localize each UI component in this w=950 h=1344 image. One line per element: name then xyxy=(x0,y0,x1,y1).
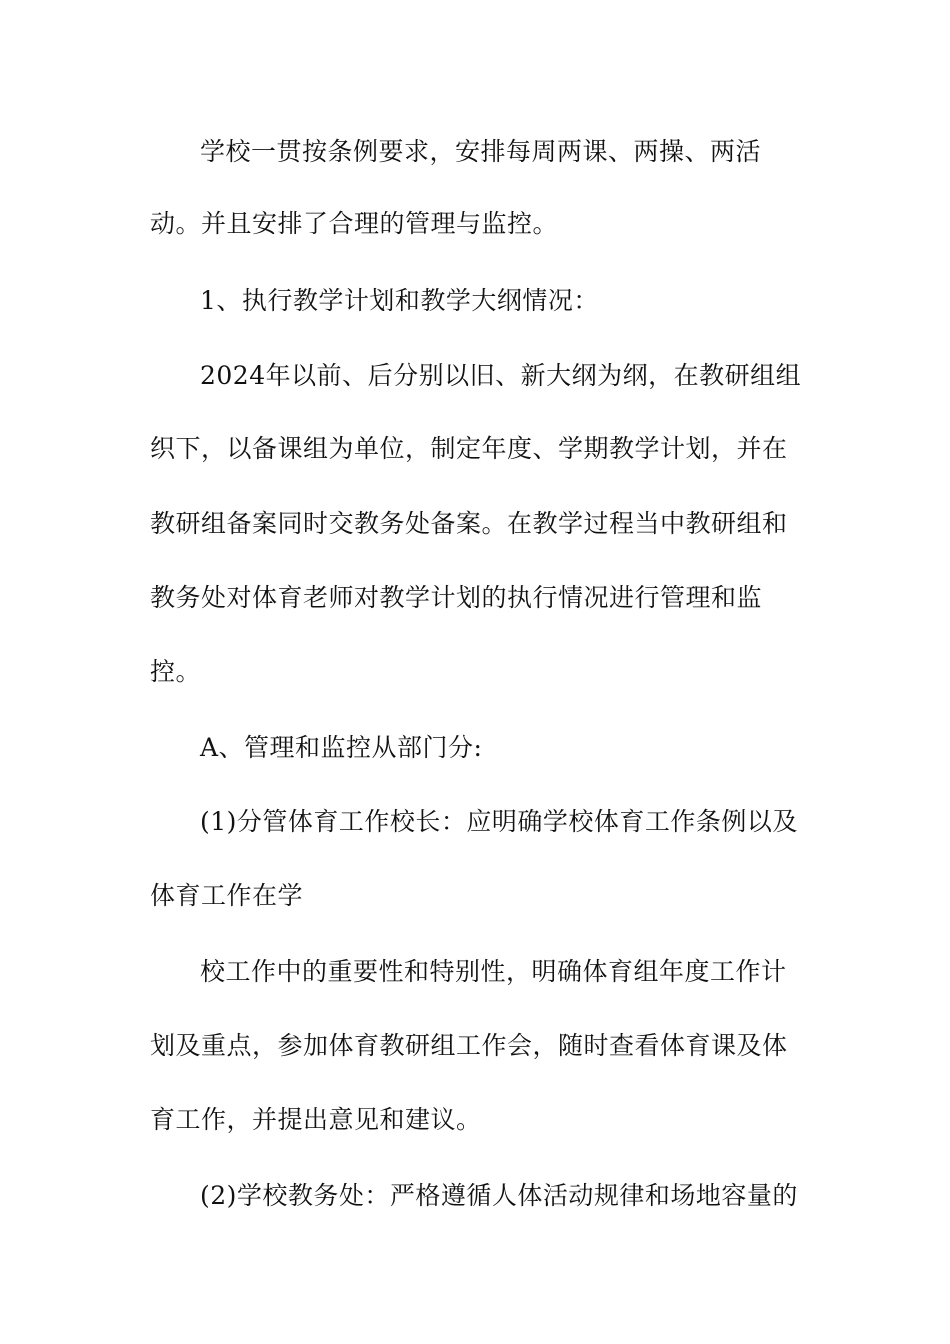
paragraph-line: 学校一贯按条例要求，安排每周两课、两操、两活 xyxy=(200,137,762,166)
paragraph-line: 教研组备案同时交教务处备案。在教学过程当中教研组和 xyxy=(150,509,788,538)
paragraph-line: (1)分管体育工作校长：应明确学校体育工作条例以及 xyxy=(200,807,798,836)
paragraph-line: 2024年以前、后分别以旧、新大纲为纲，在教研组组 xyxy=(200,361,802,390)
paragraph-line: 织下，以备课组为单位，制定年度、学期教学计划，并在 xyxy=(150,434,788,463)
paragraph-line: 动。并且安排了合理的管理与监控。 xyxy=(150,209,559,238)
paragraph-line: 控。 xyxy=(150,657,202,686)
paragraph-line: 育工作，并提出意见和建议。 xyxy=(150,1105,482,1134)
subsection-heading: A、管理和监控从部门分: xyxy=(200,733,483,762)
paragraph-line: 划及重点，参加体育教研组工作会，随时查看体育课及体 xyxy=(150,1031,788,1060)
paragraph-line: 校工作中的重要性和特别性，明确体育组年度工作计 xyxy=(200,957,787,986)
paragraph-line: 体育工作在学 xyxy=(150,881,304,910)
section-heading: 1、执行教学计划和教学大纲情况： xyxy=(200,286,599,315)
paragraph-line: 教务处对体育老师对教学计划的执行情况进行管理和监 xyxy=(150,583,763,612)
paragraph-line: (2)学校教务处：严格遵循人体活动规律和场地容量的 xyxy=(200,1181,798,1210)
